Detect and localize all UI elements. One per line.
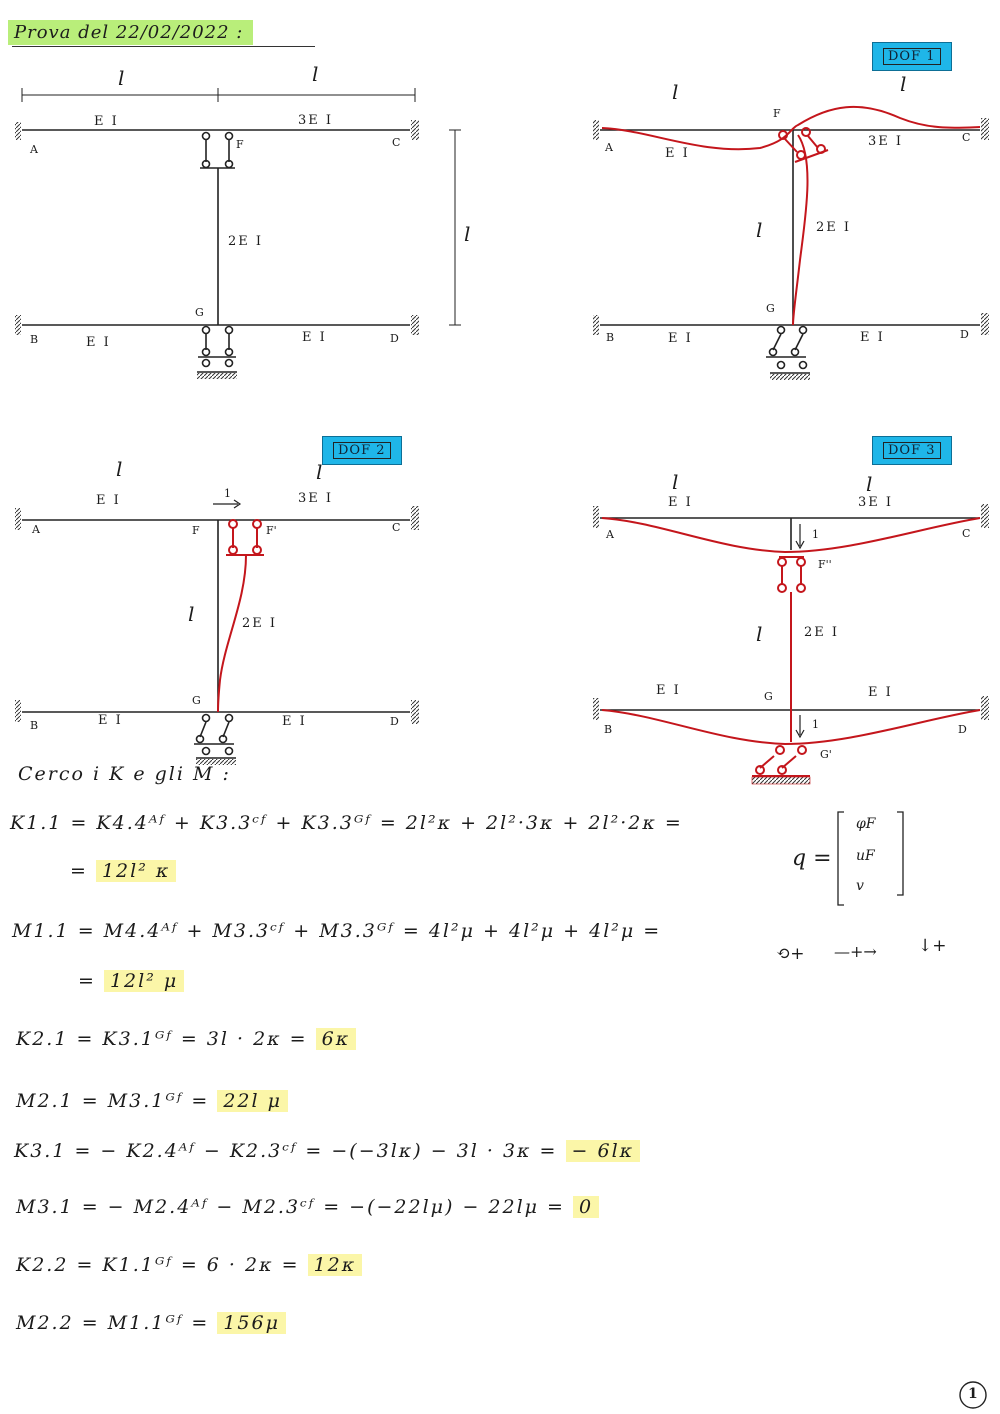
rotation-sign-icon: ⟲+ — [776, 944, 805, 964]
dof2-unit-displacement: 1 — [224, 487, 231, 500]
dof2-node-f: F — [192, 524, 200, 537]
dof3-bg-stiffness: E I — [656, 683, 681, 698]
intro-text: Cerco i K e gli M : — [18, 763, 231, 785]
dof2-af-stiffness: E I — [96, 493, 121, 508]
dof2-gd-stiffness: E I — [282, 714, 307, 729]
dof3-unit-top: 1 — [812, 528, 819, 541]
dof1-node-f: F — [773, 107, 781, 120]
dof2-l-right: l — [316, 460, 325, 484]
beam-cf-stiffness: 3E I — [298, 113, 334, 128]
equation-k31: K3.1 = − K2.4ᴬᶠ − K2.3ᶜᶠ = −(−3lκ) − 3l · 3κ = − 6lκ — [14, 1140, 640, 1162]
dof3-node-b: B — [604, 723, 613, 736]
dof1-node-d: D — [960, 328, 969, 341]
dof2-l-left: l — [116, 457, 125, 481]
dof2-node-g: G — [192, 694, 201, 707]
dof3-node-d: D — [958, 723, 967, 736]
dof3-gd-stiffness: E I — [868, 685, 893, 700]
dof2-node-b: B — [30, 719, 39, 732]
vector-entry-u: uF — [856, 848, 875, 864]
vector-entry-v: v — [856, 878, 864, 894]
dof2-fg-stiffness: 2E I — [242, 616, 278, 631]
dof1-cf-stiffness: 3E I — [868, 134, 904, 149]
dof1-node-b: B — [606, 331, 615, 344]
equation-m11-result: = 12l² μ — [78, 970, 184, 992]
dof2-node-c: C — [392, 521, 401, 534]
equation-m31: M3.1 = − M2.4ᴬᶠ − M2.3ᶜᶠ = −(−22lμ) − 22lμ = 0 — [16, 1196, 599, 1218]
dof2-cf-stiffness: 3E I — [298, 491, 334, 506]
equation-k11-result: = 12l² κ — [70, 860, 176, 882]
dim-height-label: l — [464, 222, 473, 246]
dof3-l-left: l — [672, 470, 681, 494]
beam-af-stiffness: E I — [94, 114, 119, 129]
dof3-deformed — [602, 518, 980, 784]
column-fg-stiffness: 2E I — [228, 234, 264, 249]
equation-k21: K2.1 = K3.1ᴳᶠ = 3l · 2κ = 6κ — [16, 1028, 356, 1050]
dof3-cf-stiffness: 3E I — [858, 495, 894, 510]
dof3-node-g: G — [764, 690, 773, 703]
equation-m22: M2.2 = M1.1ᴳᶠ = 156μ — [16, 1312, 286, 1334]
vector-q-symbol: q = — [792, 846, 832, 871]
dim-left-label: l — [118, 66, 127, 90]
dof1-fg-stiffness: 2E I — [816, 220, 852, 235]
dof1-node-a: A — [605, 141, 613, 154]
dof1-gd-stiffness: E I — [860, 330, 885, 345]
dof3-af-stiffness: E I — [668, 495, 693, 510]
dof3-node-a: A — [606, 528, 614, 541]
dof3-node-f-double-prime: F'' — [818, 558, 832, 571]
dof3-node-g-prime: G' — [820, 748, 832, 761]
equation-k11: K1.1 = K4.4ᴬᶠ + K3.3ᶜᶠ + K3.3ᴳᶠ = 2l²κ + 2l²·3κ + 2l²·2κ = — [10, 812, 683, 834]
dof3-node-c: C — [962, 527, 971, 540]
dof2-bg-stiffness: E I — [98, 713, 123, 728]
dof2-node-d: D — [390, 715, 399, 728]
equation-m11: M1.1 = M4.4ᴬᶠ + M3.3ᶜᶠ + M3.3ᴳᶠ = 4l²μ + 4l²μ + 4l²μ = — [12, 920, 662, 942]
dof1-structure — [593, 118, 989, 380]
horizontal-sign-icon: —+→ — [834, 942, 877, 961]
equation-m21: M2.1 = M3.1ᴳᶠ = 22l μ — [16, 1090, 288, 1112]
dim-right-label: l — [312, 62, 321, 86]
node-d-label: D — [390, 332, 399, 345]
dof1-l-right: l — [900, 72, 909, 96]
dof1-l-left: l — [672, 80, 681, 104]
page-title: Prova del 22/02/2022 : — [8, 20, 253, 45]
dof3-tag: DOF 3 — [872, 436, 952, 465]
equation-k22: K2.2 = K1.1ᴳᶠ = 6 · 2κ = 12κ — [16, 1254, 362, 1276]
dof1-node-g: G — [766, 302, 775, 315]
dof1-af-stiffness: E I — [665, 146, 690, 161]
dof2-structure — [15, 500, 419, 765]
node-b-label: B — [30, 333, 39, 346]
node-c-label: C — [392, 136, 401, 149]
node-f-label: F — [236, 138, 244, 151]
dof3-fg-stiffness: 2E I — [804, 625, 840, 640]
dof1-bg-stiffness: E I — [668, 331, 693, 346]
dof1-l-column: l — [756, 218, 765, 242]
dof2-node-f-prime: F' — [266, 524, 277, 537]
dof3-l-right: l — [866, 472, 875, 496]
dof1-tag: DOF 1 — [872, 42, 952, 71]
dof2-node-a: A — [32, 523, 40, 536]
vertical-sign-icon: ↓+ — [918, 936, 947, 956]
dof1-deformed — [602, 107, 980, 325]
dof3-l-column: l — [756, 622, 765, 646]
beam-gd-stiffness: E I — [302, 330, 327, 345]
vector-entry-phi: φF — [856, 816, 876, 832]
beam-bg-stiffness: E I — [86, 335, 111, 350]
node-g-label: G — [195, 306, 204, 319]
page-number: 1 — [968, 1386, 978, 1402]
dof3-unit-bottom: 1 — [812, 718, 819, 731]
dof1-node-c: C — [962, 131, 971, 144]
dof2-tag: DOF 2 — [322, 436, 402, 465]
node-a-label: A — [30, 143, 38, 156]
dof2-l-column: l — [188, 602, 197, 626]
